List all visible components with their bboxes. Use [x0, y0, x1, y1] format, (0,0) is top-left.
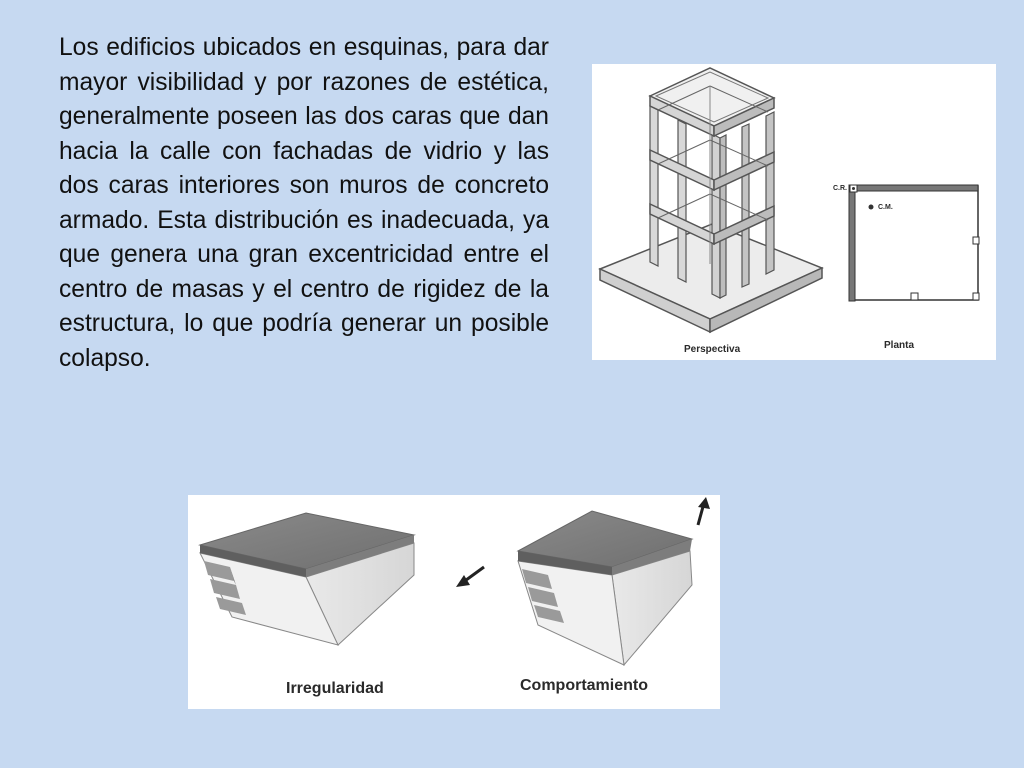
figure-perspective-plan	[592, 64, 996, 360]
perspective-plan-drawing	[592, 64, 996, 360]
caption-perspective: Perspectiva	[684, 344, 741, 355]
rotation-arrow-icon	[456, 567, 484, 587]
irregularity-behaviour-drawing	[188, 495, 720, 709]
figure-irregularity-behaviour	[188, 495, 720, 709]
perspective-drawing	[600, 68, 822, 332]
caption-behaviour: Comportamiento	[520, 677, 648, 694]
uplift-arrow-icon	[698, 497, 710, 525]
label-cm: C.M.	[878, 204, 893, 211]
irregularity-block	[200, 513, 414, 645]
caption-irregularity: Irregularidad	[286, 680, 384, 697]
plan-drawing	[849, 185, 979, 301]
body-paragraph: Los edificios ubicados en esquinas, para dar mayor visibilidad y por razones de estética, generalmente poseen las dos caras que dan hacia la calle con fachadas de vidrio y las dos caras interiores son muros de concreto armado. Esta distribución es inadecuada, ya que genera una gran excentricidad entre el centro de masas y el centro de rigidez de la estructura, lo que podría generar un posible colapso.	[59, 34, 549, 372]
behaviour-block	[518, 511, 692, 665]
caption-plan: Planta	[884, 340, 915, 351]
label-cr: C.R.	[833, 185, 847, 192]
